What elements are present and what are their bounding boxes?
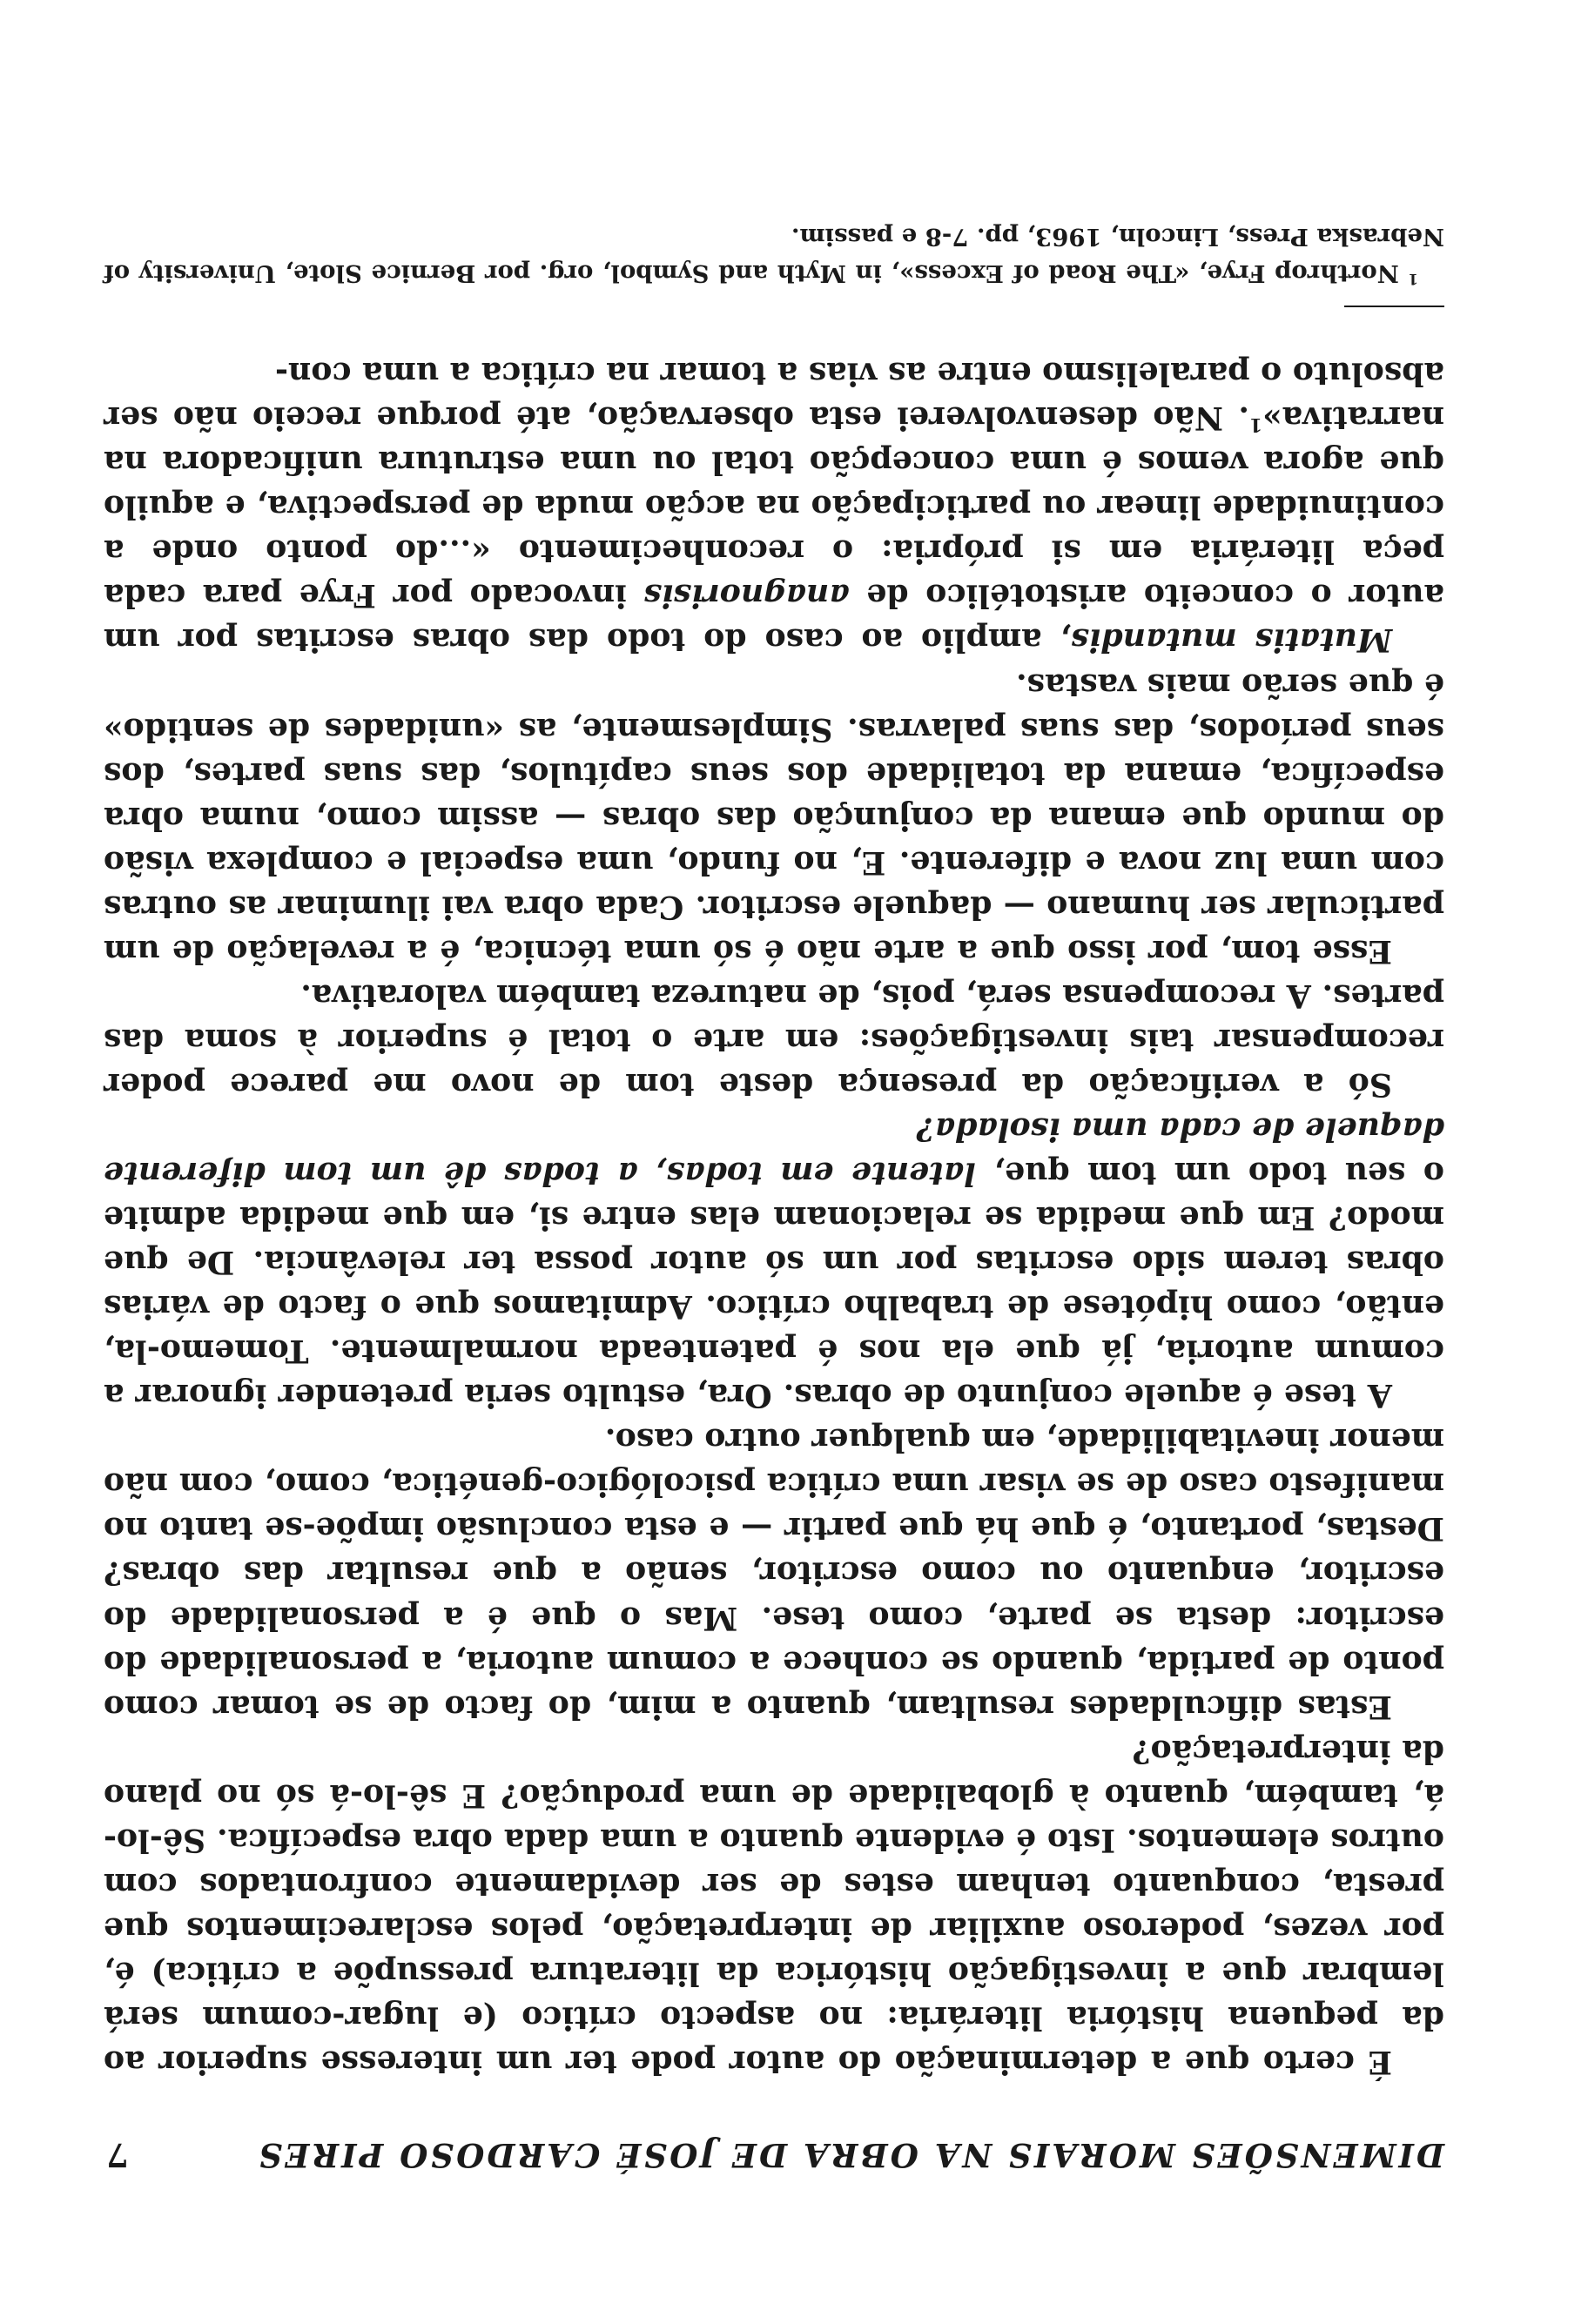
paragraph [104, 1730, 1444, 2085]
paragraph [104, 1418, 1444, 1729]
italic-text: passim [799, 223, 894, 251]
running-header [104, 2122, 1444, 2174]
text-run: Esse tom, por isso que a arte não é só uma técnica, é a revelação de um particular ser humano — daquele escritor. Cada obra vai iluminar as outras com uma luz nova e diferente. E, no fundo, uma especial e complexa visão do mundo que emana da conjunção das obras — assim como, numa obra específica, emana da totalidade dos seus capítulos, das suas partes, dos seus períodos, das suas palavras. Simplesmente, as «unidades de sentido» é que serão mais vastas. [104, 666, 1444, 971]
text-run: Estas dificuldades resultam, quanto a mim, do facto de se tomar como ponto de partida, quando se conhece a comum autoria, a personalidade do escritor: desta se parte, como tese. Mas o que é a personalidade do escritor, enquanto ou como escritor, senão a que resultar das obras? Destas, portanto, é que há que partir — e esta conclusão impõe-se tanto no manifesto caso de se visar uma crítica psicológico-genética, como, com não menor inevitabilidade, em qualquer outro caso. [104, 1421, 1444, 1726]
footnote-reference: 1 [1248, 413, 1263, 436]
footnote [104, 218, 1444, 292]
body-text [104, 352, 1444, 2085]
text-run: , amplio ao caso do todo das obras escritas por um autor o conceito aristotélico de [104, 577, 1444, 660]
text-run: invocado por Frye para cada peça literária em si própria: o reconhecimento «...do ponto onde a continuidade linear ou participação na acção muda de perspectiva, e aquilo que agora vemos é uma concepção total ou uma estrutura unificadora na narrativa» [104, 400, 1444, 615]
paragraph [104, 974, 1444, 1107]
text-run: É certo que a determinação do autor pode ter um interesse superior ao da pequena história literária: no aspecto crítico (e lugar-comum será lembrar que a investigação histórica da literatura pressupõe a crítica) é, por vezes, poderoso auxiliar de interpretação, pelos esclarecimentos que presta, conquanto tenham estes de ser devidamente confrontados com outros elementos. Isto é evidente quanto a uma dada obra específica. Sê-lo-á, também, quanto à globalidade de uma produção? E sê-lo-á só no plano da interpretação? [104, 1732, 1444, 2081]
paragraph [104, 663, 1444, 974]
italic-text: Mutatis mutandis [1071, 621, 1392, 660]
italic-text: Myth and Symbol [610, 259, 846, 287]
footnote-rule [1344, 306, 1444, 307]
footnote-marker: 1 [1408, 271, 1418, 288]
italic-text: latente em todas, a todas dê um tom diferente daquele de cada uma isolada? [104, 1111, 1444, 1193]
italic-text: anagnorisis [643, 577, 850, 615]
text-run: . Não desenvolverei esta observação, até porque receio não ser absoluto o paralelismo entre as vias a tomar na crítica a uma con- [104, 355, 1444, 438]
text-run: . [791, 223, 800, 251]
footnote-text [104, 218, 1444, 292]
text-run: , org. por Bernice Slote, University of Nebraska Press, Lincoln, 1963, pp. 7-8 e [104, 223, 1444, 287]
paragraph [104, 352, 1444, 662]
text-run: Só a verificação da presença deste tom de novo me parece poder recompensar tais investigações: em arte o total é superior à soma das partes. A recompensa será, pois, de natureza também valorativa. [104, 977, 1444, 1104]
text-run: Northrop Frye, «The Road of Excess», in [845, 259, 1409, 287]
text-run: A tese é aquele conjunto de obras. Ora, estulto seria pretender ignorar a comum autoria, já que ela nos é patenteada normalmente. Tomemo-la, então, como hipótese de trabalho crítico. Admitamos que o facto de várias obras terem sido escritas por um só autor possa ter relevância. De que modo? Em que medida se relacionam elas entre si, em que medida admite o seu todo um tom que, [104, 1155, 1444, 1415]
paragraph [104, 1107, 1444, 1418]
page-number: 7 [104, 2136, 129, 2174]
running-title: DIMENSÕES MORAIS NA OBRA DE JOSÉ CARDOSO PIRES [256, 2136, 1444, 2174]
